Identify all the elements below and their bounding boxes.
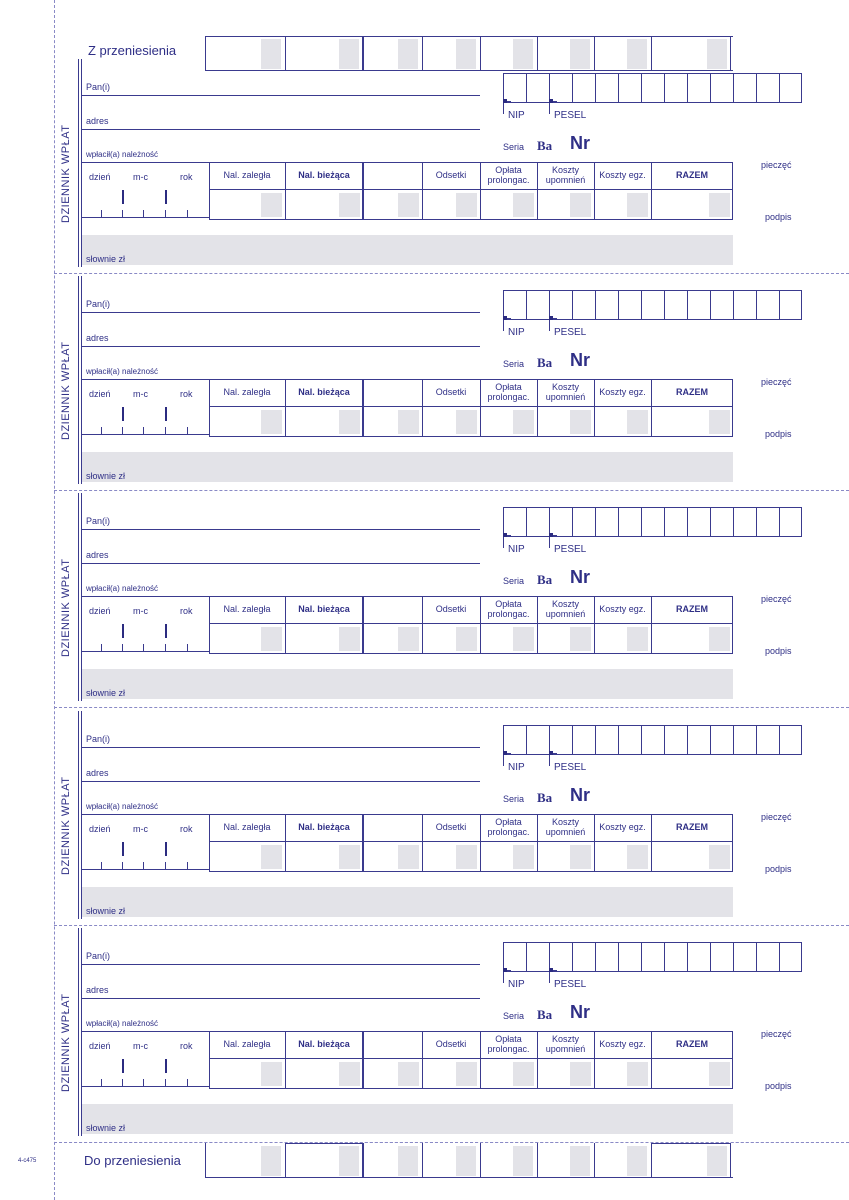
- column-header-4: Opłata prolongac.: [487, 382, 530, 402]
- id-digit-box[interactable]: [779, 942, 802, 972]
- date-day-label: dzień: [89, 1041, 111, 1051]
- date-tick: [122, 1079, 123, 1086]
- column-header-5: Koszty upomnień: [545, 165, 586, 185]
- date-tick: [165, 427, 166, 434]
- name-field[interactable]: [82, 529, 480, 530]
- id-digit-box[interactable]: [618, 73, 641, 103]
- date-separator: [122, 842, 124, 856]
- amount-cell-shade[interactable]: [339, 845, 360, 869]
- amount-cell-shade[interactable]: [339, 627, 360, 651]
- nip-label: NIP: [508, 762, 525, 773]
- amount-cell-shade[interactable]: [627, 627, 648, 651]
- date-separator: [122, 624, 124, 638]
- name-field[interactable]: [82, 95, 480, 96]
- address-field[interactable]: [82, 346, 480, 347]
- amount-cell-shade[interactable]: [627, 1062, 648, 1086]
- date-month-label: m-c: [133, 389, 148, 399]
- date-day-label: dzień: [89, 606, 111, 616]
- amount-in-words-field[interactable]: [82, 452, 733, 482]
- column-header-3: Odsetki: [435, 170, 467, 180]
- date-separator: [122, 407, 124, 421]
- pesel-label: PESEL: [554, 110, 587, 121]
- amount-in-words-label: słownie zł: [86, 906, 126, 916]
- amount-in-words-field[interactable]: [82, 235, 733, 265]
- amount-cell-shade[interactable]: [261, 845, 282, 869]
- amount-cell-shade[interactable]: [570, 627, 591, 651]
- paid-label: wpłacił(a) należność: [86, 1019, 159, 1028]
- date-month-label: m-c: [133, 606, 148, 616]
- date-tick: [165, 862, 166, 869]
- id-digit-box[interactable]: [710, 73, 733, 103]
- carry-cell-shade: [456, 39, 476, 69]
- column-header-6: Koszty egz.: [599, 604, 646, 614]
- date-tick: [187, 862, 188, 869]
- amount-cell-shade[interactable]: [398, 845, 419, 869]
- side-title: DZIENNIK WPŁAT: [60, 558, 72, 657]
- column-divider: [363, 814, 364, 872]
- date-separator: [165, 842, 167, 856]
- id-digit-box[interactable]: [641, 290, 664, 320]
- date-field[interactable]: [82, 434, 210, 435]
- id-digit-box[interactable]: [710, 507, 733, 537]
- id-digit-box[interactable]: [756, 942, 779, 972]
- amount-in-words-label: słownie zł: [86, 254, 126, 264]
- pesel-label: PESEL: [554, 544, 587, 555]
- id-digit-box[interactable]: [756, 725, 779, 755]
- series-label: Seria: [503, 142, 525, 152]
- column-header-1: Nal. bieżąca: [298, 387, 350, 397]
- carry-cell-shade: [339, 39, 359, 69]
- id-digit-box[interactable]: [618, 942, 641, 972]
- amount-cell-shade[interactable]: [513, 193, 534, 217]
- id-digit-box[interactable]: [779, 73, 802, 103]
- id-digit-box[interactable]: [641, 725, 664, 755]
- form-code: 4-c475: [18, 1158, 37, 1164]
- carry-over-bottom-label: Do przeniesienia: [84, 1153, 181, 1168]
- column-divider: [363, 1031, 364, 1089]
- name-label: Pan(i): [86, 734, 111, 744]
- stamp-label: pieczęć: [761, 1029, 792, 1039]
- column-header-0: Nal. zaległa: [223, 387, 271, 397]
- id-digit-box[interactable]: [687, 725, 710, 755]
- amount-cell-shade[interactable]: [456, 193, 477, 217]
- id-digit-box[interactable]: [595, 725, 618, 755]
- id-digit-box[interactable]: [664, 507, 687, 537]
- date-tick: [187, 427, 188, 434]
- name-label: Pan(i): [86, 82, 111, 92]
- id-digit-box[interactable]: [618, 290, 641, 320]
- carry-over-bottom: [80, 1142, 740, 1178]
- amount-cell-shade[interactable]: [627, 410, 648, 434]
- signature-label: podpis: [765, 212, 792, 222]
- signature-label: podpis: [765, 864, 792, 874]
- id-digit-box[interactable]: [779, 290, 802, 320]
- id-digit-box[interactable]: [526, 73, 549, 103]
- series-label: Seria: [503, 794, 525, 804]
- date-tick: [187, 644, 188, 651]
- date-field[interactable]: [82, 651, 210, 652]
- column-header-6: Koszty egz.: [599, 822, 646, 832]
- id-digit-box[interactable]: [733, 290, 756, 320]
- date-separator: [122, 1059, 124, 1073]
- id-digit-box[interactable]: [710, 942, 733, 972]
- name-label: Pan(i): [86, 299, 111, 309]
- column-header-5: Koszty upomnień: [545, 382, 586, 402]
- column-header-7: RAZEM: [676, 387, 708, 397]
- date-day-label: dzień: [89, 824, 111, 834]
- column-header-1: Nal. bieżąca: [298, 1039, 350, 1049]
- date-separator: [165, 407, 167, 421]
- column-header-0: Nal. zaległa: [223, 1039, 271, 1049]
- table-top-line: [82, 814, 210, 815]
- date-day-label: dzień: [89, 389, 111, 399]
- left-border: [78, 493, 79, 701]
- id-digit-box[interactable]: [641, 73, 664, 103]
- id-digit-box[interactable]: [572, 507, 595, 537]
- number-label: Nr: [570, 785, 591, 805]
- column-divider: [363, 379, 364, 437]
- amount-cell-shade[interactable]: [456, 1062, 477, 1086]
- cut-line: [54, 707, 849, 708]
- date-month-label: m-c: [133, 172, 148, 182]
- amount-cell-shade[interactable]: [261, 1062, 282, 1086]
- date-year-label: rok: [180, 389, 193, 399]
- id-digit-box[interactable]: [710, 725, 733, 755]
- side-title: DZIENNIK WPŁAT: [60, 124, 72, 223]
- date-tick: [101, 644, 102, 651]
- column-header-0: Nal. zaległa: [223, 604, 271, 614]
- stamp-label: pieczęć: [761, 160, 792, 170]
- column-header-1: Nal. bieżąca: [298, 170, 350, 180]
- amount-cell-shade[interactable]: [261, 410, 282, 434]
- amount-cell-shade[interactable]: [513, 410, 534, 434]
- address-field[interactable]: [82, 998, 480, 999]
- cut-line: [54, 273, 849, 274]
- date-tick: [187, 210, 188, 217]
- carry-divider: [594, 36, 595, 71]
- pesel-label: PESEL: [554, 979, 587, 990]
- amount-cell-shade[interactable]: [709, 1062, 730, 1086]
- date-tick: [187, 1079, 188, 1086]
- amount-in-words-label: słownie zł: [86, 688, 126, 698]
- table-top-line: [82, 596, 210, 597]
- table-top-line: [82, 379, 210, 380]
- left-border: [78, 928, 79, 1136]
- side-title: DZIENNIK WPŁAT: [60, 776, 72, 875]
- number-label: Nr: [570, 350, 591, 370]
- column-divider: [363, 162, 364, 220]
- date-year-label: rok: [180, 824, 193, 834]
- left-border: [78, 711, 79, 919]
- date-tick: [143, 862, 144, 869]
- amount-cell-shade[interactable]: [709, 410, 730, 434]
- carry-divider: [480, 36, 481, 71]
- date-tick: [122, 862, 123, 869]
- amount-in-words-field[interactable]: [82, 669, 733, 699]
- date-tick: [101, 427, 102, 434]
- id-digit-box[interactable]: [779, 507, 802, 537]
- id-digit-box[interactable]: [618, 725, 641, 755]
- left-border: [78, 59, 79, 267]
- column-header-3: Odsetki: [435, 387, 467, 397]
- stamp-label: pieczęć: [761, 377, 792, 387]
- stamp-label: pieczęć: [761, 594, 792, 604]
- id-digit-box[interactable]: [779, 725, 802, 755]
- address-label: adres: [86, 116, 109, 126]
- name-field[interactable]: [82, 747, 480, 748]
- number-label: Nr: [570, 1002, 591, 1022]
- amount-cell-shade[interactable]: [339, 193, 360, 217]
- address-label: adres: [86, 333, 109, 343]
- date-tick: [165, 210, 166, 217]
- column-header-0: Nal. zaległa: [223, 822, 271, 832]
- series-value: Ba: [537, 138, 553, 153]
- id-digit-box[interactable]: [595, 73, 618, 103]
- carry-cell-shade: [707, 39, 727, 69]
- amount-cell-shade[interactable]: [339, 410, 360, 434]
- carry-cell-shade: [570, 39, 590, 69]
- number-label: Nr: [570, 133, 591, 153]
- column-header-1: Nal. bieżąca: [298, 604, 350, 614]
- amount-cell-shade[interactable]: [398, 410, 419, 434]
- amount-cell-shade[interactable]: [398, 193, 419, 217]
- pesel-label: PESEL: [554, 327, 587, 338]
- date-tick: [122, 427, 123, 434]
- id-digit-box[interactable]: [664, 290, 687, 320]
- id-digit-box[interactable]: [756, 290, 779, 320]
- series-value: Ba: [537, 1007, 553, 1022]
- id-digit-box[interactable]: [710, 290, 733, 320]
- cut-line: [54, 490, 849, 491]
- column-header-6: Koszty egz.: [599, 387, 646, 397]
- id-digit-box[interactable]: [756, 507, 779, 537]
- name-field[interactable]: [82, 964, 480, 965]
- cut-line-vertical: [54, 0, 55, 1200]
- pesel-label: PESEL: [554, 762, 587, 773]
- amount-cell-shade[interactable]: [570, 845, 591, 869]
- column-header-5: Koszty upomnień: [545, 599, 586, 619]
- amount-cell-shade[interactable]: [261, 627, 282, 651]
- date-tick: [143, 1079, 144, 1086]
- id-digit-box[interactable]: [641, 942, 664, 972]
- date-separator: [165, 624, 167, 638]
- amount-cell-shade[interactable]: [398, 1062, 419, 1086]
- address-field[interactable]: [82, 129, 480, 130]
- signature-label: podpis: [765, 1081, 792, 1091]
- date-field[interactable]: [82, 217, 210, 218]
- amount-cell-shade[interactable]: [398, 627, 419, 651]
- table-top-line: [82, 162, 210, 163]
- carry-cell-shade: [627, 39, 647, 69]
- id-digit-box[interactable]: [687, 507, 710, 537]
- address-label: adres: [86, 985, 109, 995]
- column-header-3: Odsetki: [435, 604, 467, 614]
- date-tick: [101, 862, 102, 869]
- id-digit-box[interactable]: [572, 725, 595, 755]
- date-year-label: rok: [180, 172, 193, 182]
- id-digit-box[interactable]: [572, 290, 595, 320]
- amount-cell-shade[interactable]: [570, 193, 591, 217]
- id-digit-box[interactable]: [595, 507, 618, 537]
- date-tick: [122, 644, 123, 651]
- date-field[interactable]: [82, 869, 210, 870]
- column-header-7: RAZEM: [676, 170, 708, 180]
- paid-label: wpłacił(a) należność: [86, 367, 159, 376]
- column-header-3: Odsetki: [435, 822, 467, 832]
- date-tick: [143, 644, 144, 651]
- column-header-7: RAZEM: [676, 1039, 708, 1049]
- carry-divider: [422, 36, 423, 71]
- amount-cell-shade[interactable]: [456, 410, 477, 434]
- date-separator: [165, 1059, 167, 1073]
- paid-label: wpłacił(a) należność: [86, 802, 159, 811]
- name-label: Pan(i): [86, 516, 111, 526]
- stamp-label: pieczęć: [761, 812, 792, 822]
- column-header-4: Opłata prolongac.: [487, 165, 530, 185]
- column-header-4: Opłata prolongac.: [487, 599, 530, 619]
- series-value: Ba: [537, 572, 553, 587]
- nip-label: NIP: [508, 979, 525, 990]
- amount-cell-shade[interactable]: [627, 845, 648, 869]
- amount-cell-shade[interactable]: [709, 627, 730, 651]
- left-border: [78, 276, 79, 484]
- address-field[interactable]: [82, 563, 480, 564]
- id-digit-box[interactable]: [733, 507, 756, 537]
- address-label: adres: [86, 768, 109, 778]
- amount-cell-shade[interactable]: [570, 410, 591, 434]
- amount-cell-shade[interactable]: [513, 845, 534, 869]
- series-label: Seria: [503, 359, 525, 369]
- column-header-1: Nal. bieżąca: [298, 822, 350, 832]
- amount-cell-shade[interactable]: [627, 193, 648, 217]
- paid-label: wpłacił(a) należność: [86, 150, 159, 159]
- id-digit-box[interactable]: [664, 73, 687, 103]
- id-digit-box[interactable]: [595, 290, 618, 320]
- id-digit-box[interactable]: [733, 73, 756, 103]
- cut-line: [54, 925, 849, 926]
- amount-in-words-label: słownie zł: [86, 471, 126, 481]
- carry-divider: [537, 36, 538, 71]
- id-digit-box[interactable]: [572, 942, 595, 972]
- id-digit-box[interactable]: [687, 73, 710, 103]
- series-label: Seria: [503, 576, 525, 586]
- table-top-line: [82, 1031, 210, 1032]
- nip-label: NIP: [508, 110, 525, 121]
- name-label: Pan(i): [86, 951, 111, 961]
- id-digit-box[interactable]: [687, 942, 710, 972]
- amount-cell-shade[interactable]: [456, 845, 477, 869]
- column-header-6: Koszty egz.: [599, 170, 646, 180]
- column-header-6: Koszty egz.: [599, 1039, 646, 1049]
- name-field[interactable]: [82, 312, 480, 313]
- amount-cell-shade[interactable]: [709, 193, 730, 217]
- column-header-5: Koszty upomnień: [545, 1034, 586, 1054]
- series-value: Ba: [537, 790, 553, 805]
- date-tick: [101, 1079, 102, 1086]
- date-separator: [122, 190, 124, 204]
- amount-in-words-field[interactable]: [82, 1104, 733, 1134]
- id-digit-box[interactable]: [733, 725, 756, 755]
- id-digit-box[interactable]: [526, 290, 549, 320]
- id-digit-box[interactable]: [526, 725, 549, 755]
- signature-label: podpis: [765, 646, 792, 656]
- column-header-3: Odsetki: [435, 1039, 467, 1049]
- amount-cell-shade[interactable]: [513, 1062, 534, 1086]
- date-tick: [165, 644, 166, 651]
- amount-cell-shade[interactable]: [570, 1062, 591, 1086]
- date-tick: [101, 210, 102, 217]
- column-header-5: Koszty upomnień: [545, 817, 586, 837]
- carry-divider: [363, 36, 364, 71]
- address-field[interactable]: [82, 781, 480, 782]
- series-label: Seria: [503, 1011, 525, 1021]
- date-month-label: m-c: [133, 1041, 148, 1051]
- id-digit-box[interactable]: [756, 73, 779, 103]
- id-digit-box[interactable]: [595, 942, 618, 972]
- column-divider: [363, 596, 364, 654]
- column-header-7: RAZEM: [676, 604, 708, 614]
- date-tick: [122, 210, 123, 217]
- date-tick: [165, 1079, 166, 1086]
- id-digit-box[interactable]: [664, 942, 687, 972]
- amount-cell-shade[interactable]: [261, 193, 282, 217]
- amount-cell-shade[interactable]: [456, 627, 477, 651]
- amount-in-words-field[interactable]: [82, 887, 733, 917]
- carry-divider: [205, 36, 206, 71]
- address-label: adres: [86, 550, 109, 560]
- id-digit-box[interactable]: [526, 507, 549, 537]
- column-header-0: Nal. zaległa: [223, 170, 271, 180]
- id-digit-box[interactable]: [664, 725, 687, 755]
- date-tick: [143, 427, 144, 434]
- side-title: DZIENNIK WPŁAT: [60, 341, 72, 440]
- date-year-label: rok: [180, 606, 193, 616]
- carry-cell-shade: [398, 39, 418, 69]
- nip-label: NIP: [508, 327, 525, 338]
- amount-in-words-label: słownie zł: [86, 1123, 126, 1133]
- date-field[interactable]: [82, 1086, 210, 1087]
- amount-cell-shade[interactable]: [339, 1062, 360, 1086]
- nip-label: NIP: [508, 544, 525, 555]
- paid-label: wpłacił(a) należność: [86, 584, 159, 593]
- side-title: DZIENNIK WPŁAT: [60, 993, 72, 1092]
- column-header-7: RAZEM: [676, 822, 708, 832]
- id-digit-box[interactable]: [733, 942, 756, 972]
- amount-cell-shade[interactable]: [709, 845, 730, 869]
- carry-over-top-label: Z przeniesienia: [88, 43, 177, 58]
- number-label: Nr: [570, 567, 591, 587]
- column-header-4: Opłata prolongac.: [487, 817, 530, 837]
- id-digit-box[interactable]: [526, 942, 549, 972]
- id-digit-box[interactable]: [618, 507, 641, 537]
- id-digit-box[interactable]: [641, 507, 664, 537]
- id-digit-box[interactable]: [572, 73, 595, 103]
- carry-cell-shade: [513, 39, 533, 69]
- amount-cell-shade[interactable]: [513, 627, 534, 651]
- carry-cell-shade: [261, 39, 281, 69]
- date-month-label: m-c: [133, 824, 148, 834]
- signature-label: podpis: [765, 429, 792, 439]
- date-tick: [143, 210, 144, 217]
- id-digit-box[interactable]: [687, 290, 710, 320]
- date-separator: [165, 190, 167, 204]
- date-day-label: dzień: [89, 172, 111, 182]
- date-year-label: rok: [180, 1041, 193, 1051]
- series-value: Ba: [537, 355, 553, 370]
- column-header-4: Opłata prolongac.: [487, 1034, 530, 1054]
